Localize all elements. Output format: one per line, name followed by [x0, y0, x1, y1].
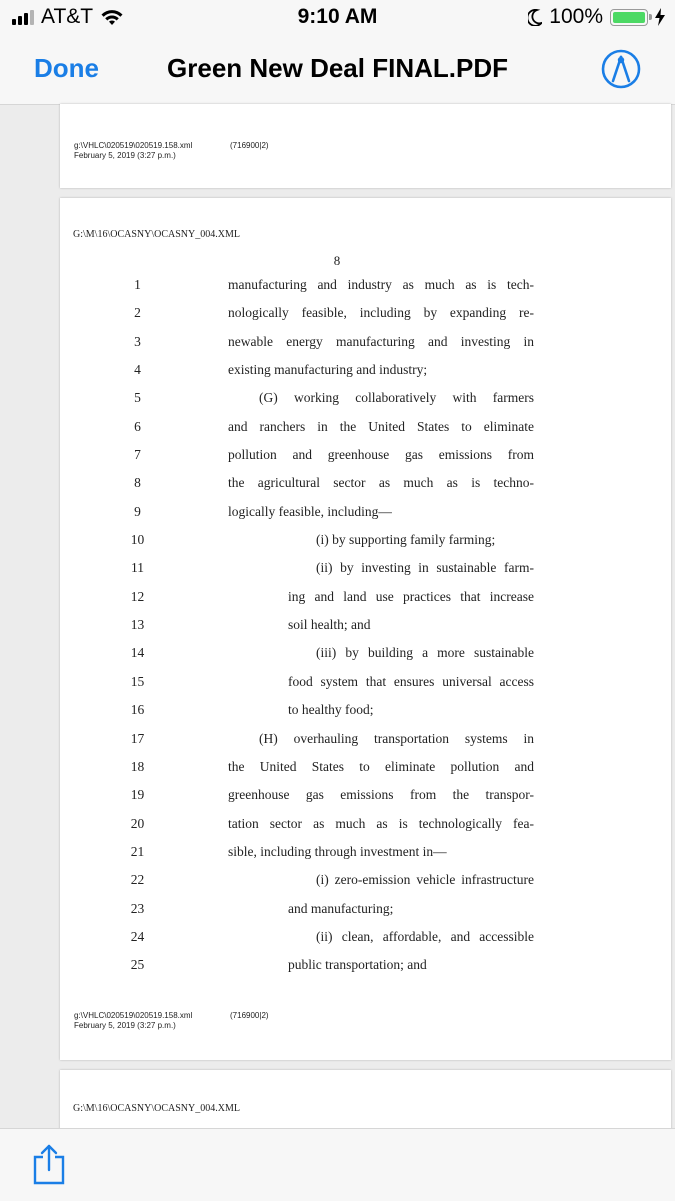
line-number: 6 [134, 418, 141, 434]
line-text: (ii) by investing in sustainable farm- [316, 560, 534, 576]
done-button[interactable]: Done [34, 53, 99, 83]
charging-icon [655, 8, 665, 26]
line-number: 11 [131, 560, 144, 576]
navigation-bar [0, 34, 675, 105]
line-text: logically feasible, including— [228, 503, 392, 519]
page-header: G:\M\16\OCASNY\OCASNY_004.XML [73, 229, 240, 240]
pdf-page-8[interactable] [60, 198, 671, 1060]
line-14 [60, 645, 671, 673]
footer-path: g:\VHLC\020519\020519.158.xml [74, 141, 193, 150]
status-bar [0, 0, 675, 34]
line-number: 8 [134, 475, 141, 491]
line-6 [60, 419, 671, 447]
line-16 [60, 702, 671, 730]
line-22 [60, 872, 671, 900]
line-text: pollution and greenhouse gas emissions from [228, 447, 534, 463]
line-text: the agricultural sector as much as is techno- [228, 475, 534, 491]
line-15 [60, 674, 671, 702]
footer-code: (716900|2) [230, 141, 269, 150]
page-header: G:\M\16\OCASNY\OCASNY_004.XML [73, 1103, 240, 1114]
line-text: (i) zero-emission vehicle infrastructure [316, 872, 534, 888]
page-footer [74, 141, 269, 161]
line-25 [60, 957, 671, 985]
share-icon[interactable] [32, 1143, 66, 1185]
line-number: 12 [130, 588, 145, 604]
line-text: and ranchers in the United States to eliminate [228, 418, 534, 434]
footer-path: g:\VHLC\020519\020519.158.xml [74, 1011, 193, 1020]
line-13 [60, 617, 671, 645]
line-text: (H) overhauling transportation systems in [259, 730, 534, 746]
line-3 [60, 334, 671, 362]
line-text: tation sector as much as is technologically fea- [228, 815, 534, 831]
line-text: the United States to eliminate pollution and [228, 758, 534, 774]
line-20 [60, 816, 671, 844]
line-number: 21 [130, 843, 145, 859]
line-9 [60, 504, 671, 532]
line-number: 23 [130, 900, 145, 916]
moon-icon [528, 9, 542, 26]
status-right [528, 5, 665, 29]
line-text: soil health; and [288, 617, 371, 633]
line-number: 9 [134, 503, 141, 519]
line-text: newable energy manufacturing and investing in [228, 333, 534, 349]
line-number: 7 [134, 447, 141, 463]
footer-code: (716900|2) [230, 1011, 269, 1020]
line-10 [60, 532, 671, 560]
line-17 [60, 731, 671, 759]
line-text: nologically feasible, including by expanding re- [228, 305, 534, 321]
page-lines [60, 277, 671, 986]
line-23 [60, 901, 671, 929]
battery-percent: 100% [549, 5, 603, 28]
line-number: 25 [130, 957, 145, 973]
line-number: 19 [130, 787, 145, 803]
line-2 [60, 305, 671, 333]
line-number: 2 [134, 305, 141, 321]
line-number: 5 [134, 390, 141, 406]
line-number: 14 [130, 645, 145, 661]
line-text: (iii) by building a more sustainable [316, 645, 534, 661]
line-5 [60, 390, 671, 418]
line-12 [60, 589, 671, 617]
line-number: 3 [134, 333, 141, 349]
line-21 [60, 844, 671, 872]
line-number: 10 [130, 532, 145, 548]
line-11 [60, 560, 671, 588]
line-19 [60, 787, 671, 815]
line-4 [60, 362, 671, 390]
document-title: Green New Deal FINAL.PDF [167, 53, 508, 83]
line-7 [60, 447, 671, 475]
line-text: (ii) clean, affordable, and accessible [316, 928, 534, 944]
line-18 [60, 759, 671, 787]
line-number: 17 [130, 730, 145, 746]
line-number: 24 [130, 928, 145, 944]
line-number: 4 [134, 362, 141, 378]
pdf-page-next[interactable] [60, 1070, 671, 1130]
line-24 [60, 929, 671, 957]
footer-date: February 5, 2019 (3:27 p.m.) [74, 1021, 176, 1030]
line-number: 13 [130, 617, 145, 633]
line-number: 18 [130, 758, 145, 774]
line-text: (G) working collaboratively with farmers [259, 390, 534, 406]
line-text: public transportation; and [288, 957, 427, 973]
line-1 [60, 277, 671, 305]
pdf-page-previous[interactable] [60, 104, 671, 188]
carrier-label: AT&T [41, 5, 94, 28]
line-number: 20 [130, 815, 145, 831]
page-footer [74, 1011, 269, 1031]
page-number: 8 [333, 253, 341, 268]
line-text: to healthy food; [288, 702, 374, 718]
line-text: (i) by supporting family farming; [316, 532, 496, 548]
clock: 9:10 AM [297, 5, 378, 28]
line-text: ing and land use practices that increase [288, 588, 534, 604]
line-text: manufacturing and industry as much as is tech- [228, 277, 534, 292]
footer-date: February 5, 2019 (3:27 p.m.) [74, 151, 176, 160]
line-number: 16 [130, 702, 145, 718]
line-8 [60, 475, 671, 503]
line-text: greenhouse gas emissions from the transpor- [228, 787, 534, 803]
bottom-toolbar [0, 1128, 675, 1201]
battery-icon [610, 9, 648, 26]
line-number: 15 [130, 673, 145, 689]
line-text: and manufacturing; [288, 900, 394, 916]
line-number: 22 [130, 872, 145, 888]
line-number: 1 [134, 277, 141, 292]
line-text: food system that ensures universal access [288, 673, 534, 689]
line-text: sible, including through investment in— [228, 843, 447, 859]
markup-pen-icon[interactable] [601, 49, 641, 89]
line-text: existing manufacturing and industry; [228, 362, 428, 378]
